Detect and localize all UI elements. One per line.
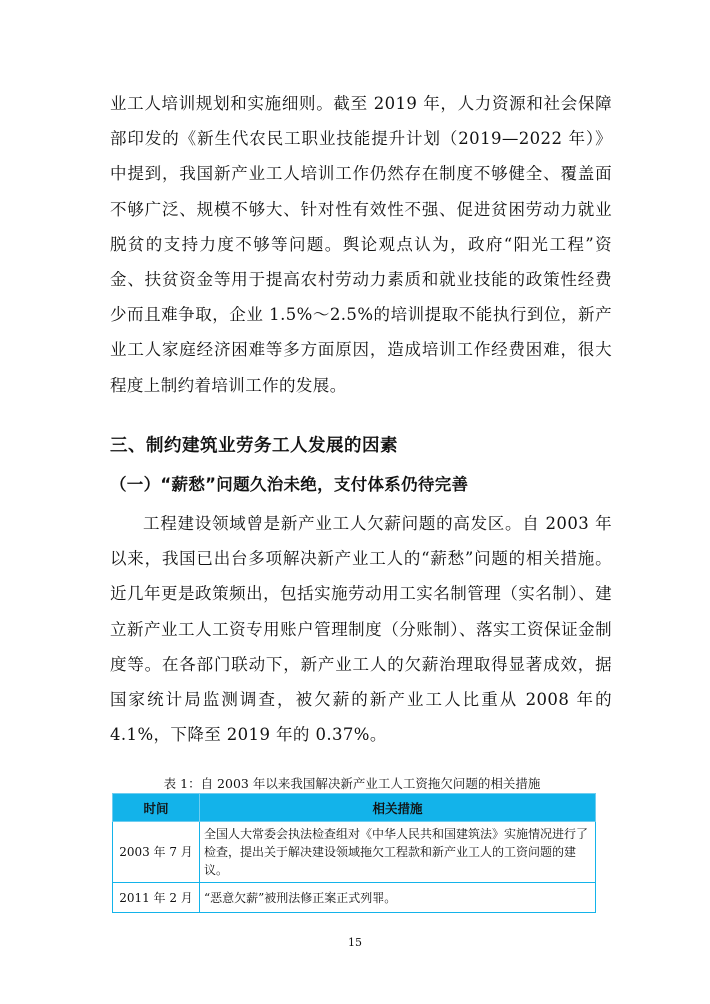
column-header-time: 时间 (113, 794, 200, 822)
body-paragraph: 业工人培训规划和实施细则。截至 2019 年，人力资源和社会保障部印发的《新生代农民工职业技能提升计划（2019—2022 年）》中提到，我国新产业工人培训工作仍然存在制度不够健全、覆盖面不够广泛、规模不够大、针对性有效性不强、促进贫困劳动力就业脱贫的支持力度不够等问题。舆论观点认为，政府“阳光工程”资金、扶贫资金等用于提高农村劳动力素质和就业技能的政策性经费少而且难争取，企业 1.5%～2.5%的培训提取不能执行到位，新产业工人家庭经济困难等多方面原因，造成培训工作经费困难，很大程度上制约着培训工作的发展。 (110, 94, 612, 395)
body-paragraph: 工程建设领域曾是新产业工人欠薪问题的高发区。自 2003 年以来，我国已出台多项解决新产业工人的“薪愁”问题的相关措施。近几年更是政策频出，包括实施劳动用工实名制管理（实名制）、建立新产业工人工资专用账户管理制度（分账制）、落实工资保证金制度等。在各部门联动下，新产业工人的欠薪治理取得显著成效，据国家统计局监测调查，被欠薪的新产业工人比重从 2008 年的 4.1%，下降至 2019 年的 0.37%。 (110, 514, 612, 745)
table-row (113, 822, 596, 883)
section-heading: 三、制约建筑业劳务工人发展的因素 (110, 436, 398, 456)
table-cell-time: 2011 年 2 月 (113, 883, 200, 913)
table-caption: 表 1：自 2003 年以来我国解决新产业工人工资拖欠问题的相关措施 (163, 776, 541, 791)
table-cell-measure: “恶意欠薪”被刑法修正案正式列罪。 (200, 883, 596, 913)
table-cell-time: 2003 年 7 月 (113, 822, 200, 883)
table-row (113, 883, 596, 913)
measures-table (112, 793, 596, 913)
page-number: 15 (348, 936, 362, 949)
table-header-row (113, 794, 596, 822)
table-cell-measure: 全国人大常委会执法检查组对《中华人民共和国建筑法》实施情况进行了检查，提出关于解决建设领域拖欠工程款和新产业工人的工资问题的建议。 (200, 822, 596, 883)
subsection-heading: （一）“薪愁”问题久治未绝，支付体系仍待完善 (110, 475, 469, 494)
column-header-measures: 相关措施 (200, 794, 596, 822)
